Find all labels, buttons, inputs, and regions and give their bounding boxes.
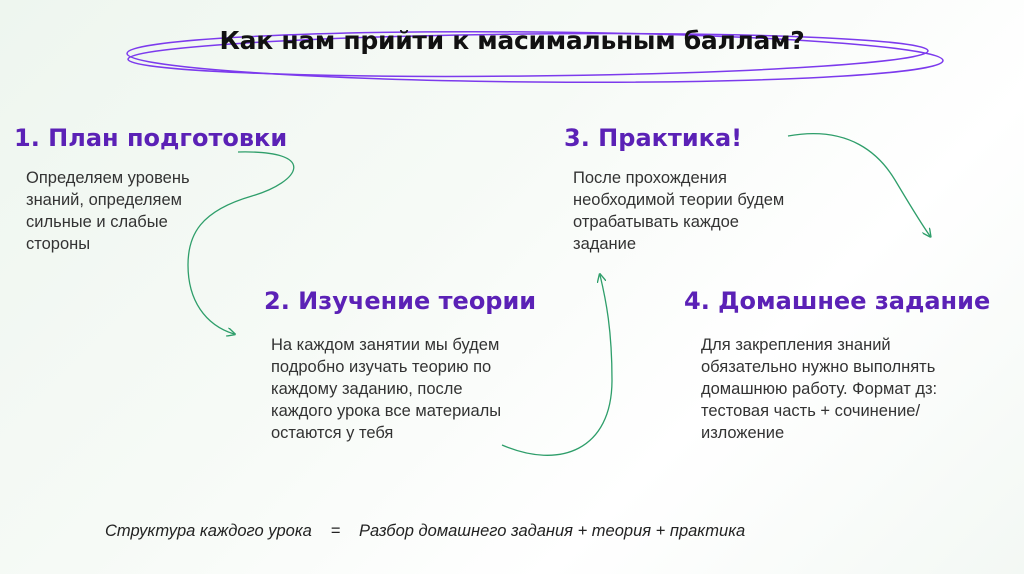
step-2-line: На каждом занятии мы будем xyxy=(271,336,500,354)
arrow-3-to-4 xyxy=(788,134,930,236)
footer-left: Структура каждого урока xyxy=(105,522,312,540)
step-4-line: изложение xyxy=(701,424,785,442)
step-4-line: обязательно нужно выполнять xyxy=(701,358,936,376)
step-2-line: подробно изучать теорию по xyxy=(271,358,492,376)
step-1-text xyxy=(26,167,190,255)
step-2-line: остаются у тебя xyxy=(271,424,394,442)
title-ellipses xyxy=(0,0,1024,110)
step-3-line: После прохождения xyxy=(573,169,727,187)
step-1-title: 1. План подготовки xyxy=(14,124,288,152)
step-2-line: каждому заданию, после xyxy=(271,380,463,398)
step-4-line: Для закрепления знаний xyxy=(701,336,891,354)
step-4-title: 4. Домашнее задание xyxy=(684,287,991,315)
footer-right: Разбор домашнего задания + теория + практика xyxy=(359,522,746,540)
step-1-line: стороны xyxy=(26,235,91,253)
step-1-line: сильные и слабые xyxy=(26,213,168,231)
step-2-line: каждого урока все материалы xyxy=(271,402,502,420)
step-4-text xyxy=(701,334,937,444)
footer-equals: = xyxy=(330,522,341,540)
page-title: Как нам прийти к масимальным баллам? xyxy=(219,26,805,55)
step-3-line: отрабатывать каждое xyxy=(573,213,739,231)
step-1-line: знаний, определяем xyxy=(26,191,183,209)
step-4-line: тестовая часть + сочинение/ xyxy=(701,402,921,420)
step-1-line: Определяем уровень xyxy=(26,169,190,187)
step-3-line: необходимой теории будем xyxy=(573,191,785,209)
step-3-title: 3. Практика! xyxy=(564,124,743,152)
lesson-structure-footer xyxy=(105,522,745,541)
step-2-text xyxy=(271,334,501,444)
step-3-text xyxy=(573,167,784,255)
step-4-line: домашнюю работу. Формат дз: xyxy=(701,380,938,398)
step-3-line: задание xyxy=(573,235,637,253)
step-2-title: 2. Изучение теории xyxy=(264,287,537,315)
